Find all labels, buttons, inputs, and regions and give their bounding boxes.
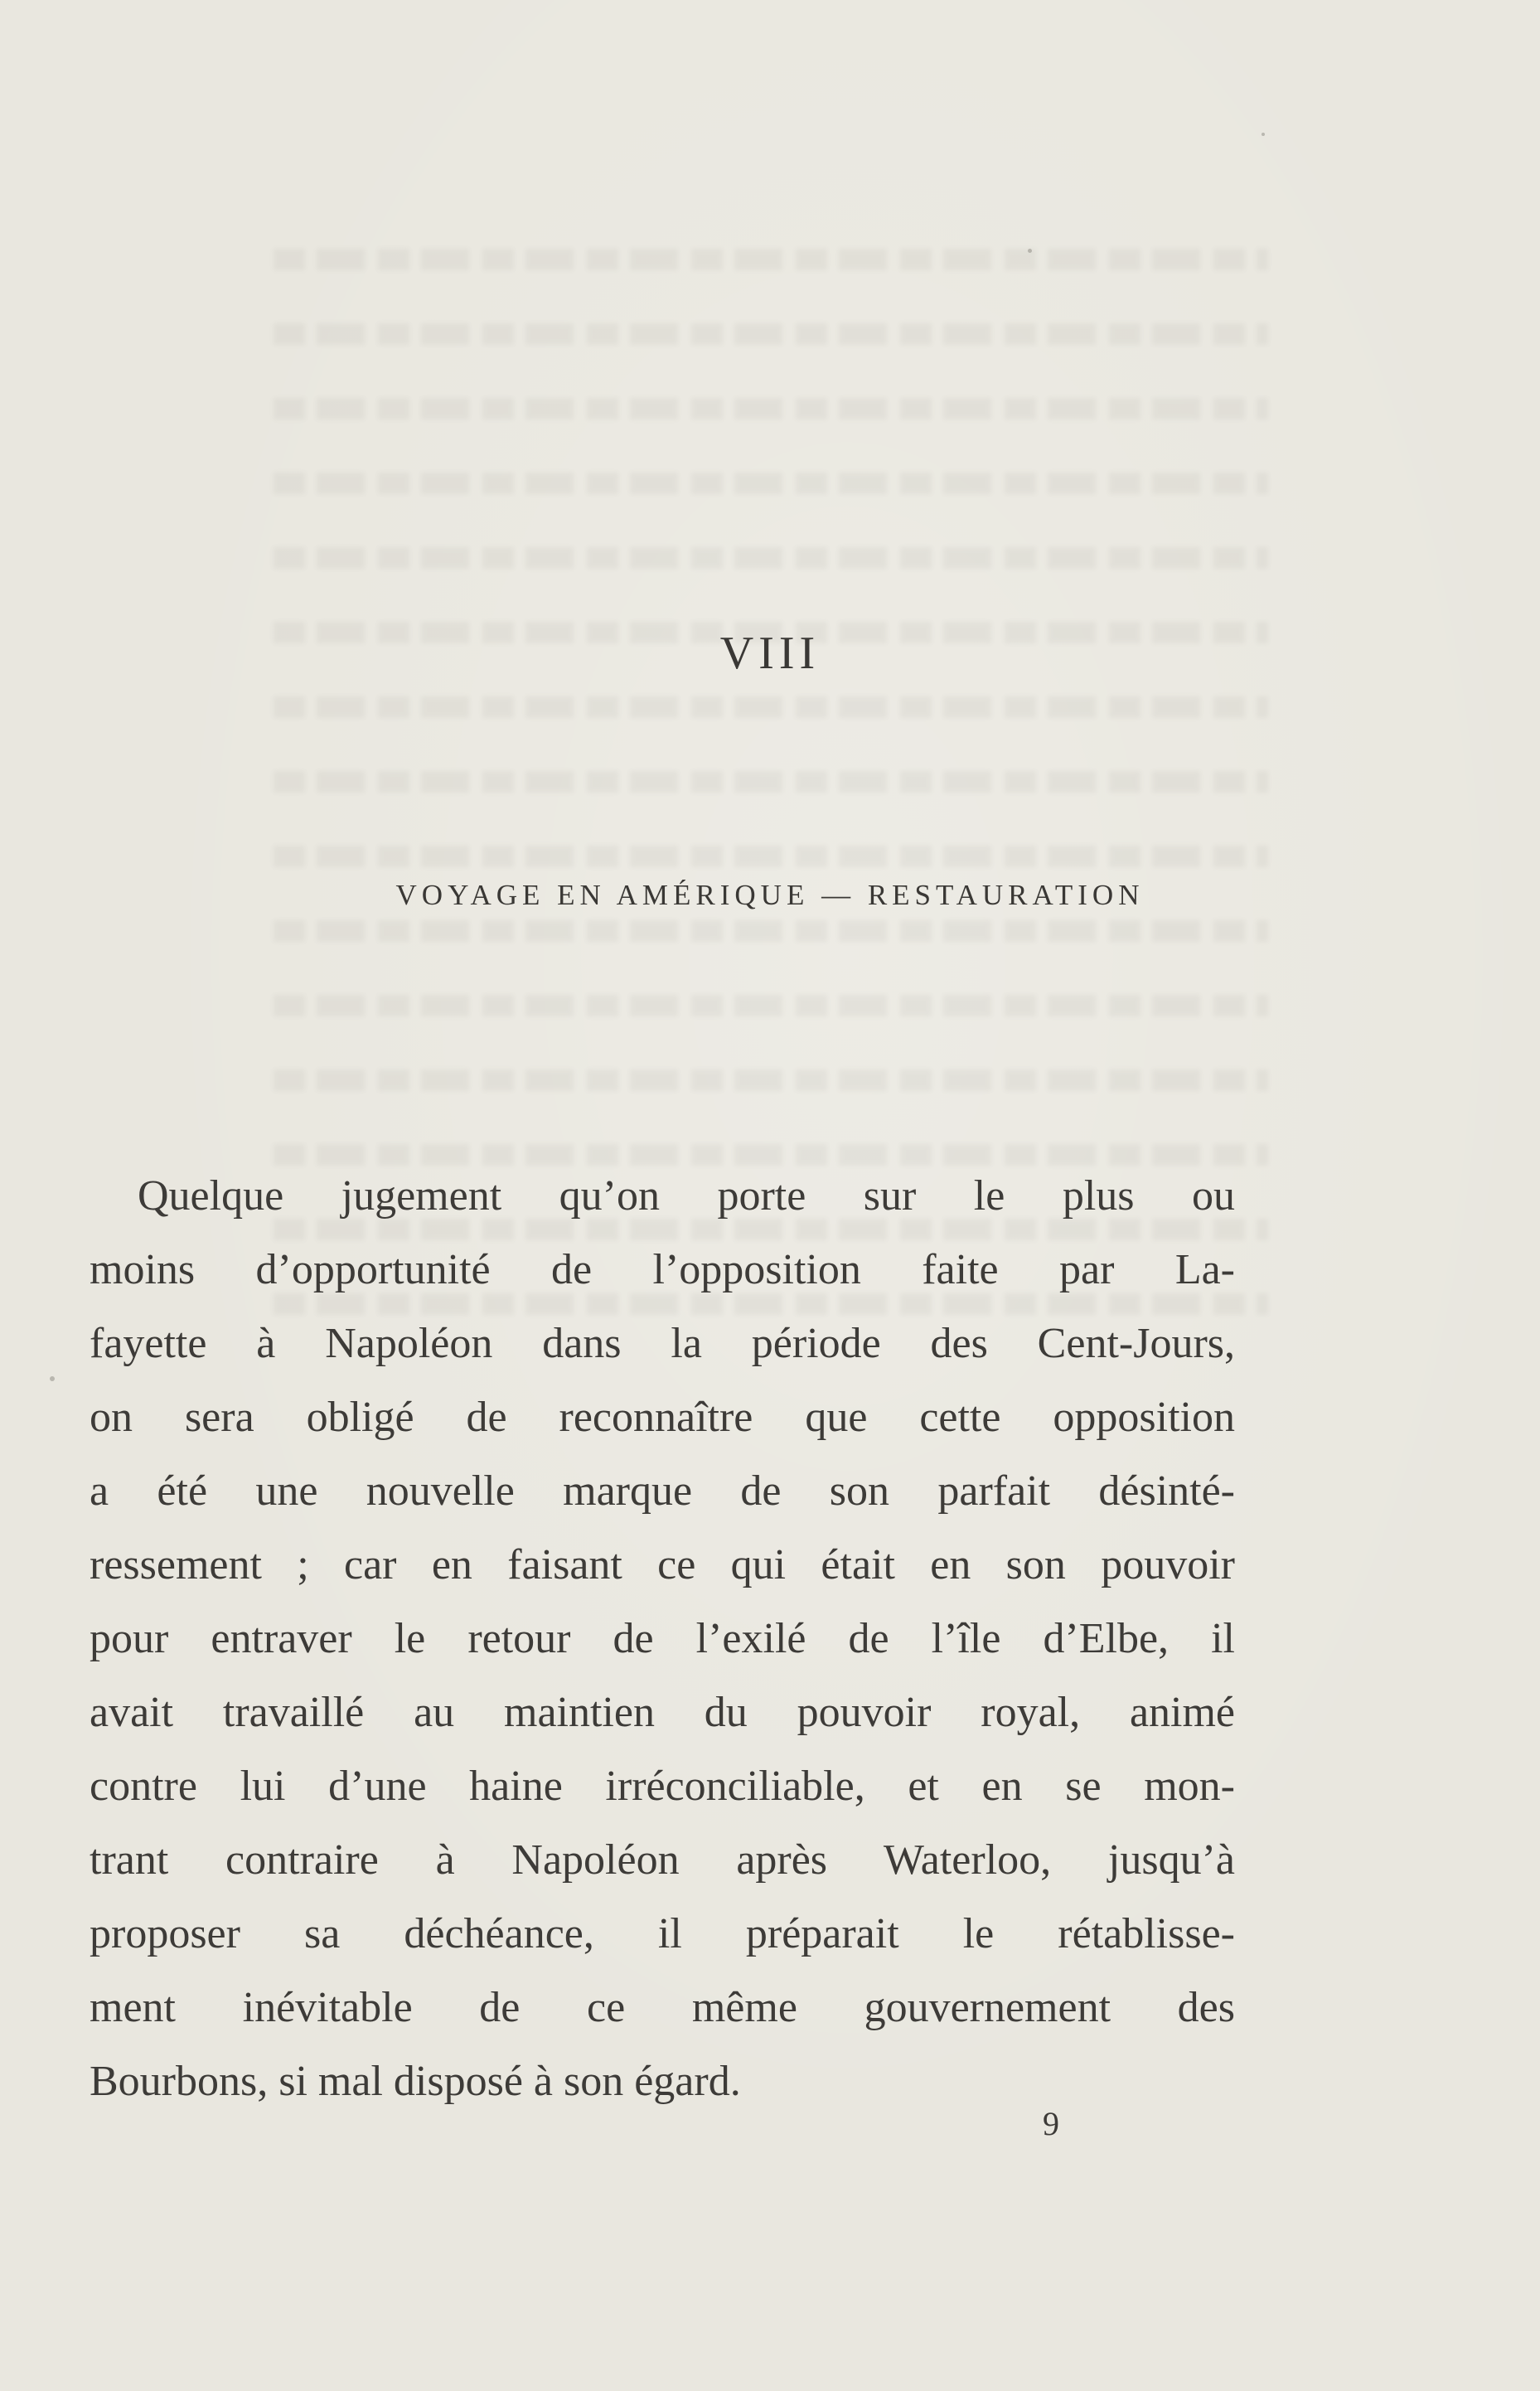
text-line: fayette à Napoléon dans la période des Cent-Jours, xyxy=(90,1320,1235,1367)
text-line: ressement ; car en faisant ce qui était en son pouvoir xyxy=(90,1541,1235,1588)
text-line: proposer sa déchéance, il préparait le rétablisse- xyxy=(90,1910,1235,1957)
text-line: ment inévitable de ce même gouvernement des xyxy=(90,1984,1235,2031)
paper-speck xyxy=(50,1376,55,1381)
text-line: pour entraver le retour de l’exilé de l’île d’Elbe, il xyxy=(90,1615,1235,1662)
text-line: Quelque jugement qu’on porte sur le plus ou xyxy=(138,1172,1235,1220)
body-paragraph xyxy=(90,1159,1235,2118)
text-line: a été une nouvelle marque de son parfait désinté- xyxy=(90,1467,1235,1515)
text-line: avait travaillé au maintien du pouvoir royal, animé xyxy=(90,1689,1235,1736)
paper-speck xyxy=(1028,249,1032,253)
text-line: Bourbons, si mal disposé à son égard. xyxy=(90,2058,741,2105)
text-line: moins d’opportunité de l’opposition faite par La- xyxy=(90,1246,1235,1293)
signature-mark: 9 xyxy=(1043,2105,1059,2142)
text-line: contre lui d’une haine irréconciliable, et en se mon- xyxy=(90,1763,1235,1810)
chapter-title: VOYAGE EN AMÉRIQUE — RESTAURATION xyxy=(395,879,1145,911)
paper-speck xyxy=(1262,133,1265,136)
chapter-number: VIII xyxy=(719,628,821,679)
text-line: trant contraire à Napoléon après Waterloo, jusqu’à xyxy=(90,1836,1235,1884)
text-line: on sera obligé de reconnaître que cette opposition xyxy=(90,1394,1235,1441)
